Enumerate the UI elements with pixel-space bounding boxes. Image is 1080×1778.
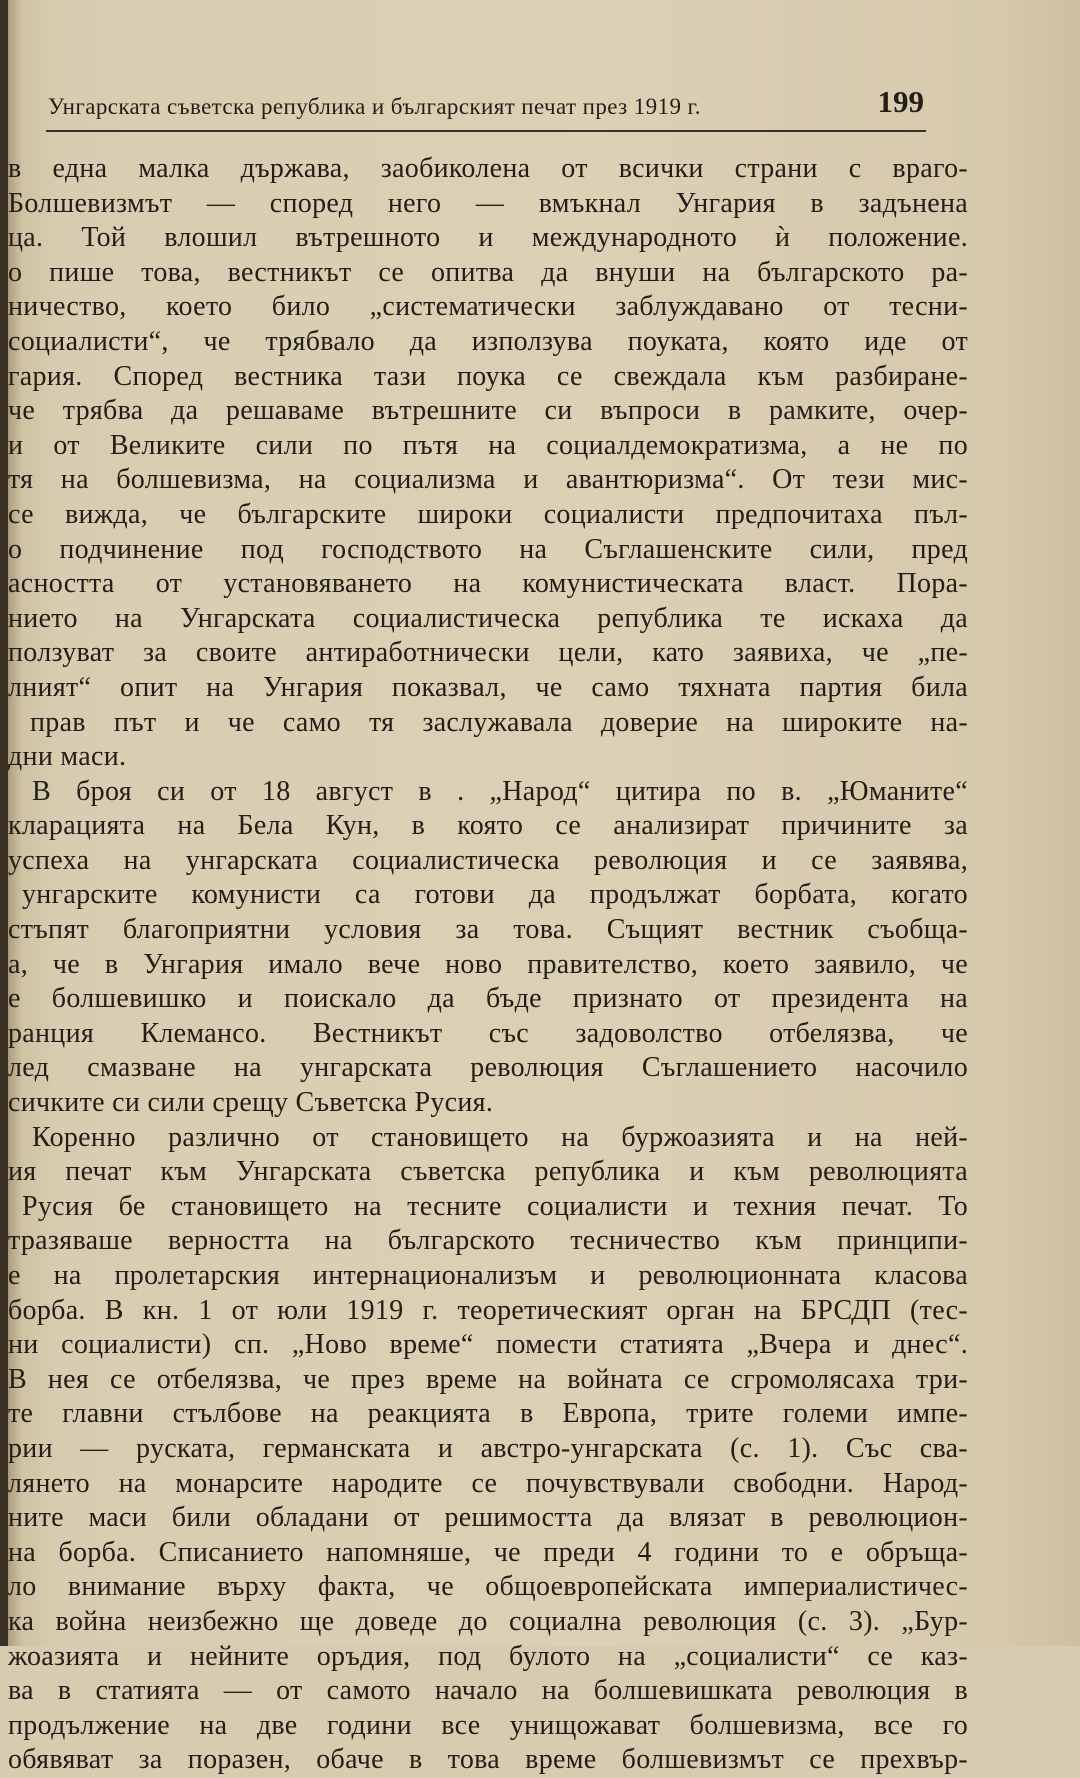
text-line: успеха на унгарската социалистическа революция и се заявява, bbox=[8, 844, 968, 876]
body-text bbox=[8, 152, 968, 1778]
text-line: дни маси. bbox=[8, 741, 127, 773]
text-line: се вижда, че българските широки социалисти предпочитаха пъл- bbox=[8, 498, 968, 530]
page-number: 199 bbox=[877, 84, 924, 119]
text-line: лед смазване на унгарската революция Съглашението насочило bbox=[8, 1052, 968, 1084]
text-line: унгарските комунисти са готови да продължат борбата, когато bbox=[22, 879, 968, 911]
text-line: о подчинение под господството на Съглашенските сили, пред bbox=[8, 533, 968, 565]
text-line: ка война неизбежно ще доведе до социална революция (с. 3). „Бур- bbox=[8, 1605, 968, 1637]
running-header-title: Унгарската съветска република и българският печат през 1919 г. bbox=[48, 94, 701, 119]
running-header bbox=[46, 82, 926, 132]
text-line: е на пролетарския интернационализъм и революционната класова bbox=[8, 1260, 968, 1291]
text-line: лният“ опит на Унгария показвал, че само тяхната партия била bbox=[8, 671, 968, 703]
text-line: гария. Според вестника тази поука се свеждала към разбиране- bbox=[8, 360, 968, 392]
text-line: асността от установяването на комунистическата власт. Пора- bbox=[8, 568, 968, 600]
text-line: ранция Клемансо. Вестникът със задоволство отбелязва, че bbox=[8, 1017, 968, 1049]
text-line: нието на Унгарската социалистическа република те искаха да bbox=[8, 602, 968, 634]
text-line: ните маси били обладани от решимостта да влязат в революцион- bbox=[8, 1502, 968, 1534]
text-line: ва в статията — от самото начало на болшевишката революция в bbox=[8, 1675, 968, 1707]
text-line: сичките си сили срещу Съветска Русия. bbox=[8, 1087, 494, 1119]
text-line: В нея се отбелязва, че през време на войната се сгромолясаха три- bbox=[8, 1363, 968, 1395]
text-line: о пише това, вестникът се опитва да внуши на българското ра- bbox=[8, 256, 968, 288]
text-line: жоазията и нейните оръдия, под булото на „социалисти“ се каз- bbox=[8, 1640, 968, 1672]
text-line: продължение на две години все унищожават болшевизма, все го bbox=[8, 1709, 968, 1741]
text-line: тразяваше верността на българското тесничество към принципи- bbox=[8, 1225, 968, 1257]
text-line: ползуват за своите антиработнически цели, като заявиха, че „пе- bbox=[8, 637, 968, 669]
text-line: че трябва да решаваме вътрешните си въпроси в рамките, очер- bbox=[8, 395, 968, 427]
text-line: обявяват за поразен, обаче в това време болшевизмът се прехвър- bbox=[8, 1744, 968, 1776]
text-line: борба. В кн. 1 от юли 1919 г. теоретическият орган на БРСДП (тес- bbox=[8, 1294, 968, 1326]
text-line: те главни стълбове на реакцията в Европа, трите големи импе- bbox=[8, 1398, 968, 1430]
text-line: на борба. Списанието напомняше, че преди 4 години то е обръща- bbox=[8, 1536, 968, 1568]
text-line: В броя си от 18 август в . „Народ“ цитира по в. „Юманите“ bbox=[32, 775, 968, 807]
text-line: тя на болшевизма, на социализма и авантюризма“. От тези мис- bbox=[8, 464, 968, 496]
text-line: в една малка държава, заобиколена от всички страни с враго- bbox=[8, 153, 968, 184]
text-line: Болшевизмът — според него — вмъкнал Унгария в задънена bbox=[8, 187, 968, 219]
text-line: рии — руската, германската и австро-унгарската (с. 1). Със сва- bbox=[8, 1432, 968, 1464]
text-line: стъпят благоприятни условия за това. Същият вестник съобща- bbox=[8, 914, 968, 946]
text-line: ца. Той влошил вътрешното и международното ѝ положение. bbox=[8, 222, 968, 254]
text-line: лянето на монарсите народите се почувствували свободни. Народ- bbox=[8, 1467, 968, 1499]
text-line: социалисти“, че трябвало да използува поуката, която иде от bbox=[8, 325, 968, 357]
text-line: Коренно различно от становището на буржоазията и на ней- bbox=[32, 1121, 968, 1153]
text-line: прав път и че само тя заслужавала доверие на широките на- bbox=[30, 706, 968, 738]
text-line: е болшевишко и поискало да бъде признато от президента на bbox=[8, 983, 968, 1015]
text-line: ия печат към Унгарската съветска република и към революцията bbox=[8, 1156, 968, 1188]
text-line: ничество, което било „систематически заблуждавано от тесни- bbox=[8, 291, 968, 323]
text-line: Русия бе становището на тесните социалисти и техния печат. То bbox=[22, 1190, 968, 1222]
text-line: ни социалисти) сп. „Ново време“ помести статията „Вчера и днес“. bbox=[8, 1329, 968, 1361]
book-spine-shadow bbox=[0, 0, 8, 1646]
text-line: а, че в Унгария имало вече ново правителство, което заявило, че bbox=[8, 948, 968, 980]
text-line: кларацията на Бела Кун, в която се анализират причините за bbox=[8, 810, 968, 842]
text-line: и от Великите сили по пътя на социалдемократизма, а не по bbox=[8, 429, 968, 461]
text-line: ло внимание върху факта, че общоевропейската империалистичес- bbox=[8, 1571, 968, 1603]
